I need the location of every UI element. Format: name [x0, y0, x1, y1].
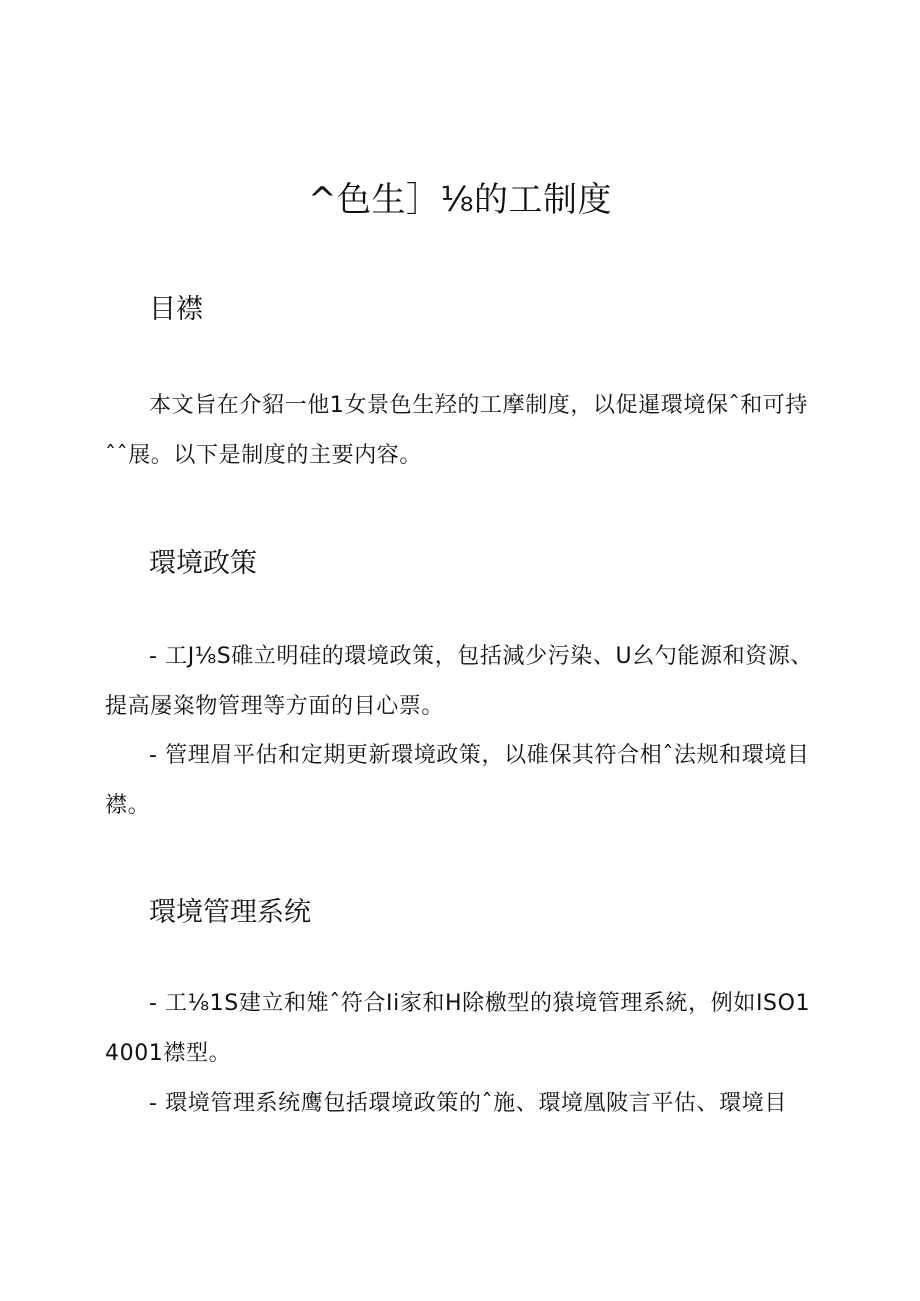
section-heading-objective: 目襟	[149, 294, 203, 325]
paragraph-policy-item-2: - 管理眉平估和定期更新環境政策，以碓保其符合相ˆ法规和環境目襟。	[105, 743, 810, 818]
paragraph-policy-item-1: - 工J⅛S碓立明硅的環境政策，包括減少污染、U幺勺能源和资源、提高屡粢物管理等方面的目心票。	[105, 644, 814, 719]
section-heading-environmental-policy: 環境政策	[149, 548, 257, 579]
paragraph-system-item-1: - 工⅛1S建立和雉ˆ符合Ii家和H除檄型的猿境管理系統，例如ISO14001襟型。	[105, 991, 811, 1066]
paragraph-system-item-2: - 環境管理系统鹰包括環境政策的ˆ施、環境凰陂言平估、環境目	[149, 1091, 787, 1116]
section-heading-management-system: 環境管理系统	[149, 897, 311, 928]
document-title: ^色生］⅛的工制度	[308, 180, 612, 220]
paragraph-objective-intro: 本文旨在介貂一他1女景色生羟的工摩制度，以促暹環境保ˆ和可持ˆˆ展。以下是制度的主要内容。	[105, 393, 808, 468]
